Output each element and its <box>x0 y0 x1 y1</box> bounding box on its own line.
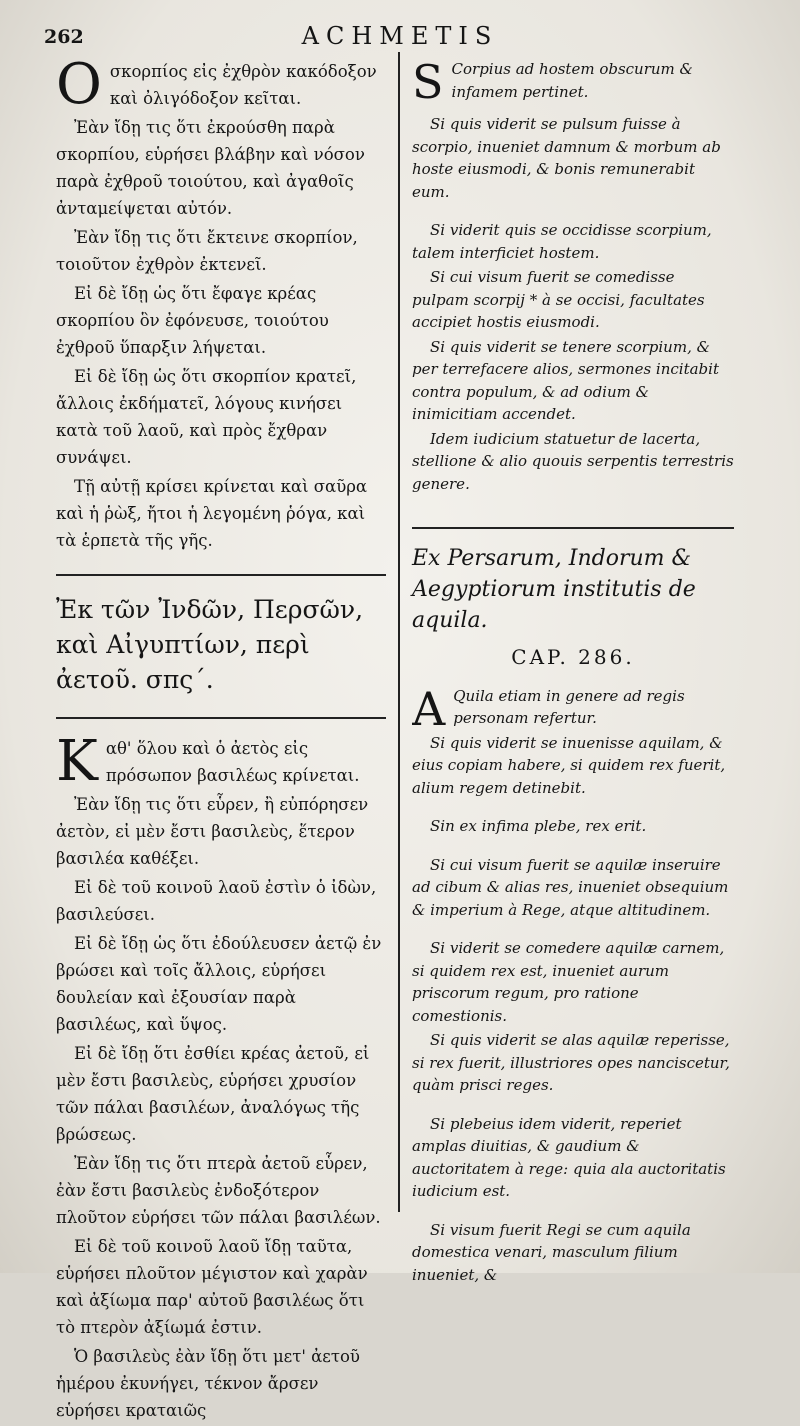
latin-text: Corpius ad hostem obscurum & infamem pertinet. <box>451 60 693 101</box>
chapter-heading: CAP. 286. <box>511 645 635 669</box>
greek-paragraph: Ἐὰν ἴδῃ τις ὅτι εὗρεν, ἢ εὐπόρησεν ἀετὸν, εἰ μὲν ἔστι βασιλεὺς, ἕτερον βασιλέα καθέξει. <box>56 795 369 868</box>
section-rule <box>56 717 386 719</box>
latin-paragraph: Si quis viderit se pulsum fuisse à scorpio, inueniet damnum & morbum ab hoste eiusmodi, & bonis remunerabit eum. <box>412 115 721 201</box>
section-rule <box>56 574 386 576</box>
section-rule <box>412 527 734 529</box>
greek-paragraph: Ἐὰν ἴδῃ τις ὅτι πτερὰ ἀετοῦ εὗρεν, ἐὰν ἔστι βασιλεὺς ἐνδοξότερον πλοῦτον εὑρήσει τῶν πάλαι βασιλέων. <box>56 1154 381 1227</box>
drop-cap: S <box>412 58 444 103</box>
latin-paragraph-opening <box>412 58 734 103</box>
latin-paragraph: Si visum fuerit Regi se cum aquila domestica venari, masculum filium inueniet, & <box>412 1220 691 1284</box>
page-number: 262 <box>44 26 84 48</box>
running-head: ACHMETIS <box>301 22 499 50</box>
greek-column <box>56 58 386 1426</box>
greek-paragraph: Εἰ δὲ ἴδῃ ὅτι ἐσθίει κρέας ἀετοῦ, εἰ μὲν ἔστι βασιλεὺς, εὑρήσει χρυσίον τῶν πάλαι βασιλέων, ἀναλόγως τῆς βρώσεως. <box>56 1044 370 1144</box>
latin-paragraph: Si viderit quis se occidisse scorpium, talem interficiet hostem. <box>412 221 712 262</box>
drop-cap: O <box>56 58 102 112</box>
greek-paragraph-opening <box>56 735 386 789</box>
drop-cap: A <box>412 684 446 730</box>
greek-paragraph: Τῇ αὐτῇ κρίσει κρίνεται καὶ σαῦρα καὶ ἡ ῥὼξ, ἤτοι ἡ λεγομένη ῥόγα, καὶ τὰ ἑρπετὰ τῆς γῆς. <box>56 477 368 550</box>
latin-column <box>412 58 734 1288</box>
latin-paragraph: Idem iudicium statuetur de lacerta, stellione & alio quouis serpentis terrestris genere. <box>412 429 734 493</box>
latin-paragraph: Si quis viderit se alas aquilæ reperisse, si rex fuerit, illustriores opes nanciscetur, quàm prisci reges. <box>412 1031 730 1094</box>
latin-paragraph: Si cui visum fuerit se comedisse pulpam scorpij * à se occisi, facultates accipiet hostis eiusmodi. <box>412 268 705 331</box>
greek-section-title: Ἐκ τῶν Ἰνδῶν, Περσῶν, καὶ Αἰγυπτίων, περὶ ἀετοῦ. σπς΄. <box>56 595 364 694</box>
greek-paragraph: Εἰ δὲ τοῦ κοινοῦ λαοῦ ἴδῃ ταῦτα, εὑρήσει πλοῦτον μέγιστον καὶ χαρὰν καὶ ἀξίωμα παρ' αὐτοῦ βασιλέως ὅτι τὸ πτερὸν ἀξίωμά ἐστιν. <box>56 1237 368 1337</box>
latin-section-title: Ex Persarum, Indorum & Aegyptiorum institutis de aquila. <box>412 546 696 633</box>
column-divider <box>398 52 400 1212</box>
latin-paragraph: Si quis viderit se tenere scorpium, & per terrefacere alios, sermones incitabit contra populum, & ad odium & inimicitiam accendet. <box>412 337 719 423</box>
greek-paragraph: Ἐὰν ἴδῃ τις ὅτι ἔκτεινε σκορπίον, τοιοῦτον ἐχθρὸν ἐκτενεῖ. <box>56 228 358 274</box>
greek-paragraph: Εἰ δὲ ἴδῃ ὡς ὅτι ἔφαγε κρέας σκορπίου ὃν ἐφόνευσε, τοιούτου ἐχθροῦ ὕπαρξιν λήψεται. <box>56 284 329 357</box>
latin-paragraph: Si cui visum fuerit se aquilæ inseruire ad cibum & alias res, inueniet obsequium & imperium à Rege, atque altitudinem. <box>412 855 729 919</box>
greek-paragraph: Εἰ δὲ τοῦ κοινοῦ λαοῦ ἐστὶν ὁ ἰδὼν, βασιλεύσει. <box>56 878 377 924</box>
greek-paragraph: Ὁ βασιλεὺς ἐὰν ἴδῃ ὅτι μετ' ἀετοῦ ἡμέρου ἐκυνήγει, τέκνον ἄρσεν εὑρήσει κραταιῶς <box>56 1347 360 1420</box>
page-header <box>40 14 760 54</box>
greek-paragraph: Ἐὰν ἴδῃ τις ὅτι ἐκρούσθη παρὰ σκορπίου, εὑρήσει βλάβην καὶ νόσον παρὰ ἐχθροῦ τοιούτου, καὶ ἀγαθοῖς ἀνταμείψεται αὐτόν. <box>56 118 365 218</box>
drop-cap: K <box>56 735 98 789</box>
latin-paragraph: Si plebeius idem viderit, reperiet amplas diuitias, & gaudium & auctoritatem à rege: quia ala auctoritatis iudicium est. <box>412 1114 726 1200</box>
latin-paragraph-opening <box>412 685 734 730</box>
latin-text: Quila etiam in genere ad regis personam refertur. <box>453 686 685 727</box>
greek-paragraph: Εἰ δὲ ἴδῃ ὡς ὅτι σκορπίον κρατεῖ, ἄλλοις ἐκδήματεῖ, λόγους κινήσει κατὰ τοῦ λαοῦ, καὶ πρὸς ἔχθραν συνάψει. <box>56 367 357 467</box>
latin-paragraph: Si quis viderit se inuenisse aquilam, & eius copiam habere, si quidem rex fuerit, alium regem detinebit. <box>412 733 726 797</box>
greek-text: σκορπίος εἰς ἐχθρὸν κακόδοξον καὶ ὀλιγόδοξον κεῖται. <box>109 62 377 108</box>
latin-paragraph: Si viderit se comedere aquilæ carnem, si quidem rex est, inueniet aurum priscorum regum, pro ratione comestionis. <box>412 939 725 1025</box>
greek-paragraph-opening <box>56 58 386 112</box>
latin-paragraph: Sin ex infima plebe, rex erit. <box>430 817 647 835</box>
greek-paragraph: Εἰ δὲ ἴδῃ ὡς ὅτι ἐδούλευσεν ἀετῷ ἐν βρώσει καὶ τοῖς ἄλλοις, εὑρήσει δουλείαν καὶ ἐξουσίαν παρὰ βασιλέως, καὶ ὕψος. <box>56 934 382 1034</box>
greek-text: αθ' ὅλου καὶ ὁ ἀετὸς εἰς πρόσωπον βασιλέως κρίνεται. <box>105 739 360 785</box>
